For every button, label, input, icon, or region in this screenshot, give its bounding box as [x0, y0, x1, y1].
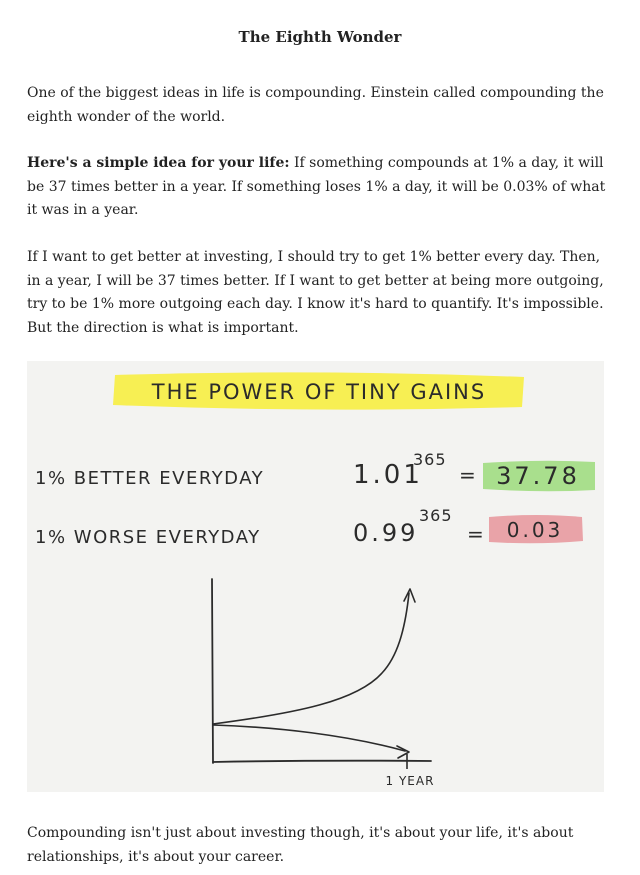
simple-idea-text: If something compounds at 1% a day, it will be 37 times better in a year. If something loses 1% a day, it will be 0.03% of what it was in a year. — [27, 155, 606, 218]
simple-idea-lead: Here's a simple idea for your life: — [27, 155, 290, 171]
simple-idea-paragraph — [27, 152, 607, 223]
decay-curve — [213, 725, 405, 751]
better-label: 1% BETTER EVERYDAY — [35, 468, 265, 489]
intro-paragraph: One of the biggest ideas in life is compounding. Einstein called compounding the eighth wonder of the world. — [27, 85, 604, 125]
worse-base: 0.99 — [353, 519, 419, 547]
tiny-gains-figure — [27, 361, 604, 792]
worse-equals: = — [467, 522, 484, 546]
better-equals: = — [459, 463, 476, 487]
worse-exponent: 365 — [419, 506, 453, 525]
worse-result: 0.03 — [506, 518, 564, 542]
x-axis — [213, 761, 431, 762]
figure-heading: THE POWER OF TINY GAINS — [151, 380, 487, 404]
investing-paragraph: If I want to get better at investing, I should try to get 1% better every day. Then, in a year, I will be 37 times better. If I want to get better at being more outgoing, try to be 1% more outgoing each day. I know it's hard to quantify. It's impossible. But the direction is what is important. — [27, 249, 604, 336]
better-exponent: 365 — [413, 450, 447, 469]
tiny-gains-drawing — [27, 361, 604, 792]
closing-paragraph: Compounding isn't just about investing though, it's about your life, it's about relationships, it's about your career. — [27, 825, 574, 865]
growth-curve — [213, 593, 409, 724]
worse-label: 1% WORSE EVERYDAY — [35, 527, 261, 548]
better-result: 37.78 — [496, 462, 580, 490]
better-base: 1.01 — [353, 460, 423, 490]
article-title: The Eighth Wonder — [238, 28, 402, 46]
y-axis — [212, 579, 213, 763]
x-axis-label: 1 YEAR — [385, 774, 435, 788]
